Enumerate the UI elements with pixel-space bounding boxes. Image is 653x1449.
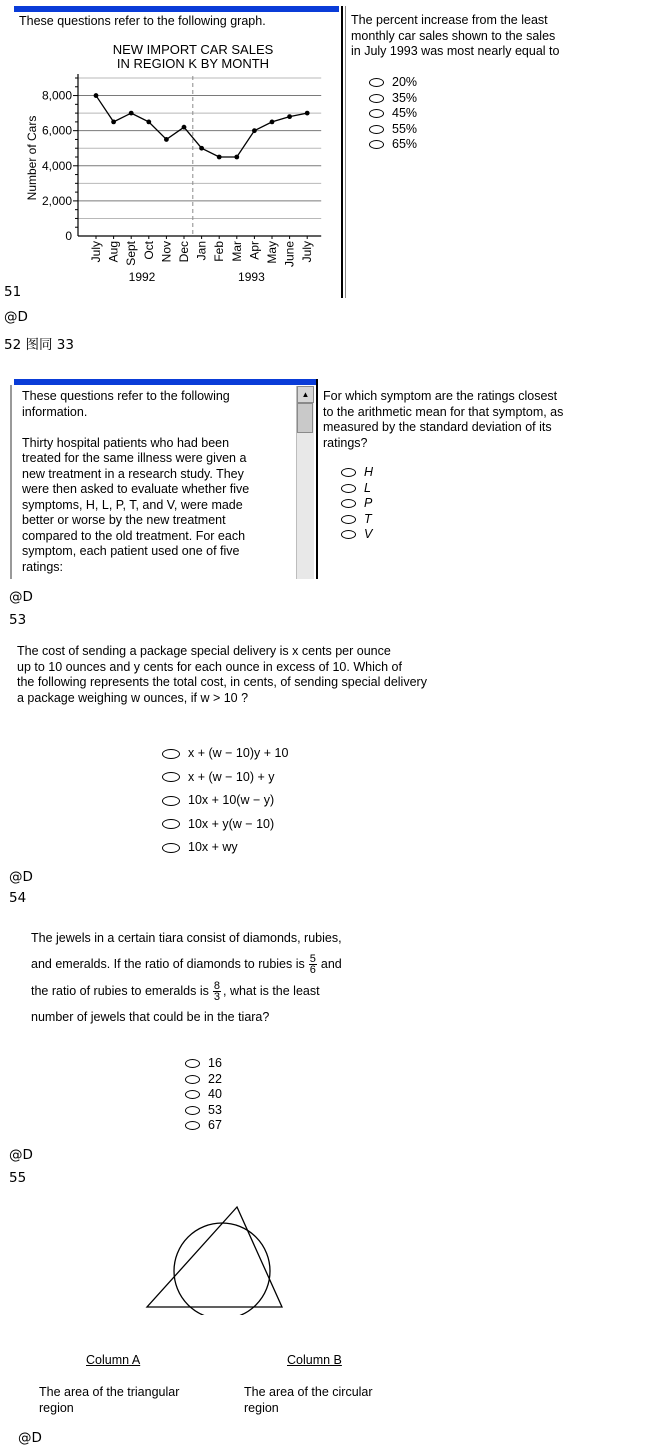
scrollbar[interactable] (296, 386, 314, 579)
question-line: The jewels in a certain tiara consist of diamonds, rubies, (31, 931, 342, 945)
passage-line (22, 420, 249, 436)
answer-choice[interactable]: x + (w − 10)y + 10 (162, 742, 288, 766)
passage-line: ratings: (22, 559, 63, 574)
radio-oval-icon[interactable] (341, 468, 356, 477)
answer-choice[interactable]: 20% (369, 75, 417, 91)
data-point (129, 111, 134, 116)
scroll-up-arrow-icon[interactable]: ▲ (297, 386, 314, 403)
data-point (287, 114, 292, 119)
radio-oval-icon[interactable] (341, 499, 356, 508)
y-tick-label: 6,000 (41, 123, 72, 138)
answer-choice[interactable]: 10x + 10(w − y) (162, 789, 288, 813)
x-tick-label: July (89, 241, 103, 263)
x-tick-label: Mar (229, 241, 244, 262)
year-label: 1993 (238, 270, 265, 284)
chart-axes (73, 74, 321, 239)
radio-oval-icon[interactable] (162, 819, 180, 829)
question-53-text (17, 644, 427, 706)
radio-oval-icon[interactable] (341, 530, 356, 539)
column-b-header: Column B (287, 1353, 342, 1367)
passage-line: These questions refer to the following (22, 389, 230, 403)
passage-line: symptoms, H, L, P, T, and V, were made (22, 497, 243, 512)
question-number-53: 53 (9, 612, 27, 628)
passage-line: new treatment in a research study. They (22, 466, 244, 481)
answer-choice[interactable]: V (341, 527, 373, 543)
answer-choice[interactable]: 22 (185, 1072, 222, 1088)
data-point (270, 119, 275, 124)
question-line: up to 10 ounces and y cents for each ounce in excess of 10. Which of (17, 659, 402, 674)
data-point (164, 137, 169, 142)
data-point (94, 93, 99, 98)
scroll-thumb[interactable] (297, 403, 313, 433)
question-52-options (341, 465, 373, 543)
x-tick-label: June (282, 241, 297, 268)
chart-series (94, 93, 310, 159)
chart-tick-labels (42, 89, 314, 284)
answer-choice[interactable]: 10x + wy (162, 836, 288, 860)
x-tick-label: July (300, 241, 315, 263)
passage-line: information. (22, 404, 88, 419)
question-line: the ratio of rubies to emeralds is 8 3 , what is the least (31, 980, 320, 1003)
question-54-options (185, 1056, 222, 1134)
answer-choice[interactable]: 53 (185, 1103, 222, 1119)
column-a-header: Column A (86, 1353, 141, 1367)
panel-divider (316, 379, 318, 579)
question-line: measured by the standard deviation of its (323, 420, 552, 434)
column-b-text: The area of the circular region (244, 1385, 373, 1415)
data-point (182, 125, 187, 130)
y-tick-label: 4,000 (41, 158, 72, 173)
information-passage (22, 389, 249, 575)
panel-divider-shadow (345, 6, 346, 298)
answer-51: @D (4, 309, 28, 325)
radio-oval-icon[interactable] (162, 749, 180, 759)
answer-choice[interactable]: 35% (369, 91, 417, 107)
answer-choice[interactable]: 67 (185, 1118, 222, 1134)
question-line: monthly car sales shown to the sales (351, 28, 556, 43)
question-number-55: 55 (9, 1170, 27, 1186)
answer-choice[interactable]: 55% (369, 122, 417, 138)
radio-oval-icon[interactable] (162, 843, 180, 853)
question-line: in July 1993 was most nearly equal to (351, 44, 560, 58)
passage-line: better or worse by the new treatment (22, 513, 226, 527)
data-point (217, 155, 222, 160)
question-51-options (369, 75, 417, 153)
radio-oval-icon[interactable] (369, 140, 384, 149)
passage-line: were then asked to evaluate whether five (22, 482, 250, 496)
data-point (234, 155, 239, 160)
question-54-text (31, 931, 342, 1024)
triangle-circle-figure (140, 1200, 290, 1315)
answer-52: @D (9, 589, 33, 605)
answer-choice[interactable]: 40 (185, 1087, 222, 1103)
x-tick-label: Dec (177, 241, 191, 263)
radio-oval-icon[interactable] (341, 484, 356, 493)
question-53-options (162, 742, 288, 860)
answer-54: @D (9, 1147, 33, 1163)
chart-title-line-1: NEW IMPORT CAR SALES (112, 42, 274, 57)
radio-oval-icon[interactable] (369, 125, 384, 134)
car-sales-line-chart (0, 38, 340, 290)
radio-oval-icon[interactable] (162, 796, 180, 806)
passage-line: symptom, each patient used one of five (22, 544, 240, 558)
radio-oval-icon[interactable] (341, 515, 356, 524)
data-point (199, 146, 204, 151)
radio-oval-icon[interactable] (185, 1059, 200, 1068)
question-line: to the arithmetic mean for that symptom, as (323, 404, 564, 419)
y-tick-label: 2,000 (41, 193, 72, 208)
radio-oval-icon[interactable] (185, 1090, 200, 1099)
left-panel-frame (10, 385, 12, 579)
column-a-text: The area of the triangular region (39, 1385, 180, 1415)
x-tick-label: Nov (159, 241, 174, 263)
x-tick-label: May (265, 241, 279, 264)
fraction-5-6: 5 6 (309, 953, 316, 976)
question-52-text (323, 389, 563, 451)
question-52-header: 52 图同 33 (4, 337, 74, 353)
answer-choice[interactable]: T (341, 512, 373, 528)
circle-shape (174, 1223, 270, 1315)
answer-choice[interactable]: H (341, 465, 373, 481)
radio-oval-icon[interactable] (162, 772, 180, 782)
y-tick-label: 8,000 (41, 88, 72, 103)
question-line: the following represents the total cost, in cents, of sending special delivery (17, 675, 427, 689)
radio-oval-icon[interactable] (185, 1106, 200, 1115)
x-tick-label: Jan (194, 241, 209, 261)
radio-oval-icon[interactable] (185, 1075, 200, 1084)
data-point (146, 119, 151, 124)
chart-title-line-2: IN REGION K BY MONTH (116, 56, 270, 71)
y-tick-label: 0 (65, 229, 72, 243)
answer-choice[interactable]: L (341, 481, 373, 497)
question-51-text (351, 13, 559, 60)
radio-oval-icon[interactable] (369, 78, 384, 87)
chart-grid (78, 76, 321, 236)
question-line: For which symptom are the ratings closest (323, 389, 558, 403)
x-tick-label: Sept (124, 241, 139, 266)
answer-choice[interactable]: P (341, 496, 373, 512)
blue-header-bar (14, 379, 316, 385)
blue-header-bar (14, 6, 339, 12)
y-axis-label: Number of Cars (25, 115, 39, 201)
answer-55: @D (18, 1430, 42, 1446)
passage-line: Thirty hospital patients who had been (22, 435, 230, 450)
graph-intro: These questions refer to the following graph. (19, 14, 266, 28)
answer-53: @D (9, 869, 33, 885)
passage-line: compared to the old treatment. For each (22, 528, 246, 543)
answer-choice[interactable]: 45% (369, 106, 417, 122)
question-line: and emeralds. If the ratio of diamonds to rubies is 5 6 and (31, 953, 342, 976)
question-number-54: 54 (9, 890, 27, 906)
question-number-51: 51 (4, 284, 22, 300)
data-point (305, 111, 310, 116)
radio-oval-icon[interactable] (369, 109, 384, 118)
question-line: The percent increase from the least (351, 13, 548, 27)
data-point (111, 119, 116, 124)
x-tick-label: Feb (212, 241, 227, 262)
answer-choice[interactable]: 10x + y(w − 10) (162, 813, 288, 837)
data-point (252, 128, 257, 133)
x-tick-label: Aug (106, 241, 121, 263)
passage-line: treated for the same illness were given a (22, 451, 247, 465)
x-tick-label: Oct (141, 241, 156, 260)
question-line: number of jewels that could be in the tiara? (31, 1010, 270, 1024)
year-label: 1992 (128, 270, 156, 284)
fraction-8-3: 8 3 (213, 980, 220, 1003)
x-tick-label: Apr (247, 241, 262, 260)
panel-divider (341, 6, 343, 298)
radio-oval-icon[interactable] (185, 1121, 200, 1130)
answer-choice[interactable]: 16 (185, 1056, 222, 1072)
triangle-shape (147, 1207, 282, 1307)
answer-choice[interactable]: 65% (369, 137, 417, 153)
question-line: a package weighing w ounces, if w > 10 ? (17, 690, 249, 705)
question-line: ratings? (323, 435, 368, 450)
answer-choice[interactable]: x + (w − 10) + y (162, 766, 288, 790)
radio-oval-icon[interactable] (369, 94, 384, 103)
question-line: The cost of sending a package special delivery is x cents per ounce (17, 644, 391, 658)
